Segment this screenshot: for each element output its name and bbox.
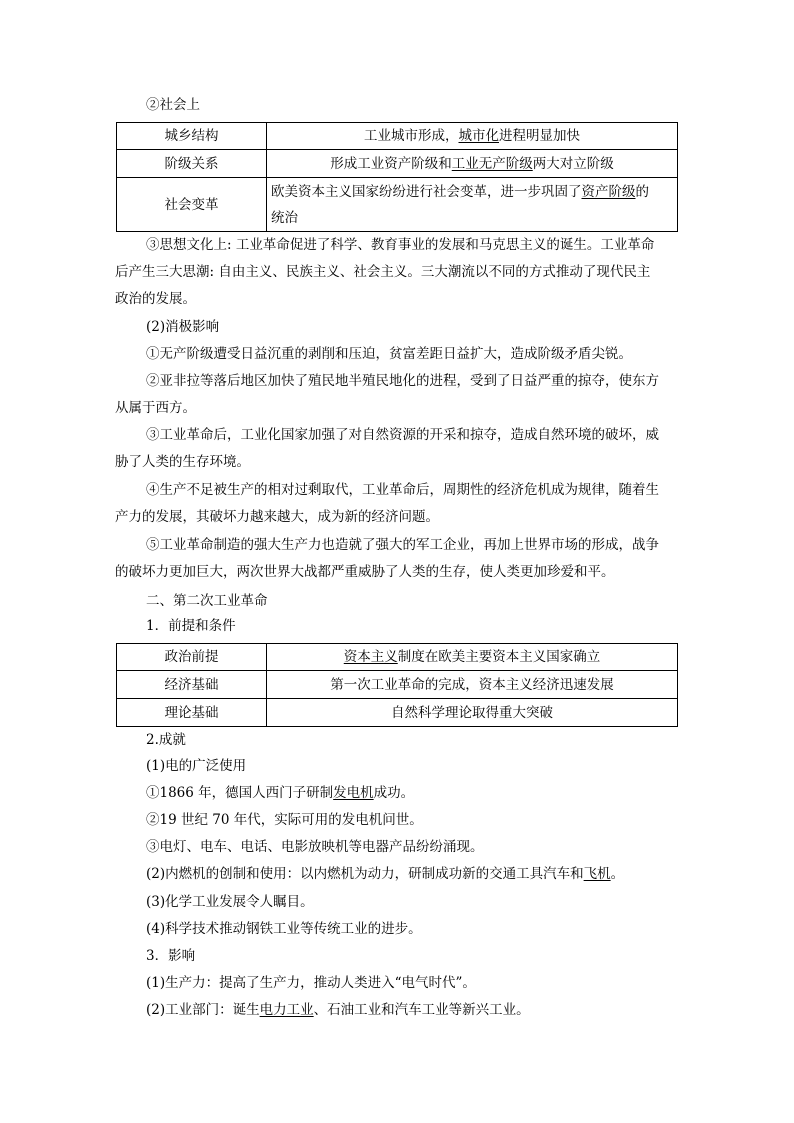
underlined-term: 城市化	[458, 128, 499, 144]
electricity-item: ②19 世纪 70 年代，实际可用的发电机问世。	[146, 812, 423, 828]
cell-text: 两大对立阶级	[532, 155, 614, 172]
impact-item	[146, 1001, 530, 1019]
cell-text: 统治	[271, 209, 298, 226]
electricity-item: ③电灯、电车、电话、电影放映机等电器产品纷纷涌现。	[146, 839, 484, 855]
negative-impact-line: ②亚非拉等落后地区加快了殖民地半殖民地化的进程，受到了日益严重的掠夺，使东方	[146, 373, 659, 389]
underlined-term: 资本主义	[343, 649, 398, 665]
item-text: 、石油工业和汽车工业等新兴工业。	[313, 1002, 530, 1018]
conditions-table	[116, 643, 678, 727]
item-text: 成功。	[373, 785, 415, 801]
table-key-cell: 社会变革	[117, 178, 267, 232]
chemical-item: (3)化学工业发展令人瞩目。	[146, 894, 314, 910]
item-text: (2)工业部门：诞生	[146, 1002, 260, 1018]
table-row	[117, 150, 678, 178]
negative-impact-line: 产力的发展，其破坏力越来越大，成为新的经济问题。	[115, 509, 439, 525]
table-key-cell: 阶级关系	[117, 150, 267, 178]
negative-impact-heading: (2)消极影响	[146, 319, 220, 335]
negative-impact-line: ③工业革命后，工业化国家加强了对自然资源的开采和掠夺，造成自然环境的破坏，威	[146, 427, 659, 443]
table-key-cell: 政治前提	[117, 644, 267, 671]
table-row	[117, 699, 678, 727]
underlined-term: 飞机	[583, 866, 611, 882]
underlined-term: 电力工业	[259, 1002, 314, 1018]
underlined-term: 工业无产阶级	[451, 155, 533, 172]
cell-text: 制度在欧美主要资本主义国家确立	[397, 649, 601, 665]
negative-impact-line: ④生产不足被生产的相对过剩取代，工业革命后，周期性的经济危机成为规律，随着生	[146, 482, 659, 498]
negative-impact-line: ①无产阶级遭受日益沉重的剥削和压迫，贫富差距日益扩大，造成阶级矛盾尖锐。	[146, 346, 632, 362]
impact-item: (1)生产力：提高了生产力，推动人类进入“电气时代”。	[146, 975, 476, 991]
table-row	[117, 123, 678, 150]
table-value-cell	[267, 150, 678, 178]
item-text: (2)内燃机的创制和使用：以内燃机为动力，研制成功新的交通工具汽车和	[146, 866, 584, 882]
section-2-heading: 二、第二次工业革命	[146, 593, 268, 609]
achievements-heading: 2.成就	[146, 732, 186, 748]
table-row	[117, 671, 678, 699]
table-key-cell: 经济基础	[117, 671, 267, 699]
negative-impact-line: 的破坏力更加巨大，两次世界大战都严重威胁了人类的生存，使人类更加珍爱和平。	[115, 564, 615, 580]
electricity-heading: (1)电的广泛使用	[146, 758, 247, 774]
negative-impact-line: ⑤工业革命制造的强大生产力也造就了强大的军工企业，再加上世界市场的形成，战争	[146, 537, 659, 553]
negative-impact-line: 胁了人类的生存环境。	[115, 454, 250, 470]
negative-impact-line: 从属于西方。	[115, 400, 196, 416]
table-row	[117, 644, 678, 671]
culture-paragraph-line: 后产生三大思潮: 自由主义、民族主义、社会主义。三大潮流以不同的方式推动了现代民主	[115, 264, 651, 280]
item-text: 。	[610, 866, 625, 882]
table-row	[117, 178, 678, 232]
cell-text: 工业城市形成，	[364, 128, 459, 144]
section-social-heading: ②社会上	[146, 97, 200, 113]
engine-item	[146, 865, 624, 883]
table-value-cell: 第一次工业革命的完成，资本主义经济迅速发展	[267, 671, 678, 699]
table-key-cell: 理论基础	[117, 699, 267, 727]
steel-item: (4)科学技术推动钢铁工业等传统工业的进步。	[146, 921, 422, 937]
cell-text: 的	[635, 183, 649, 200]
cell-text: 欧美资本主义国家纷纷进行社会变革，进一步巩固了	[271, 183, 582, 200]
underlined-term: 资产阶级	[581, 183, 636, 200]
social-table	[116, 122, 678, 232]
table-value-cell: 自然科学理论取得重大突破	[267, 699, 678, 727]
subsection-heading: 1．前提和条件	[146, 618, 236, 634]
table-value-cell	[267, 123, 678, 150]
underlined-term: 发电机	[333, 785, 374, 801]
electricity-item	[146, 784, 414, 802]
cell-text: 进程明显加快	[499, 128, 580, 144]
table-key-cell: 城乡结构	[117, 123, 267, 150]
table-value-cell	[267, 644, 678, 671]
table-value-cell	[267, 178, 678, 232]
impact-heading: 3．影响	[146, 948, 196, 964]
culture-paragraph-line: ③思想文化上: 工业革命促进了科学、教育事业的发展和马克思主义的诞生。工业革命	[146, 237, 655, 253]
culture-paragraph-line: 政治的发展。	[115, 291, 196, 307]
item-text: ①1866 年，德国人西门子研制	[146, 785, 334, 801]
cell-text: 形成工业资产阶级和	[330, 155, 452, 172]
